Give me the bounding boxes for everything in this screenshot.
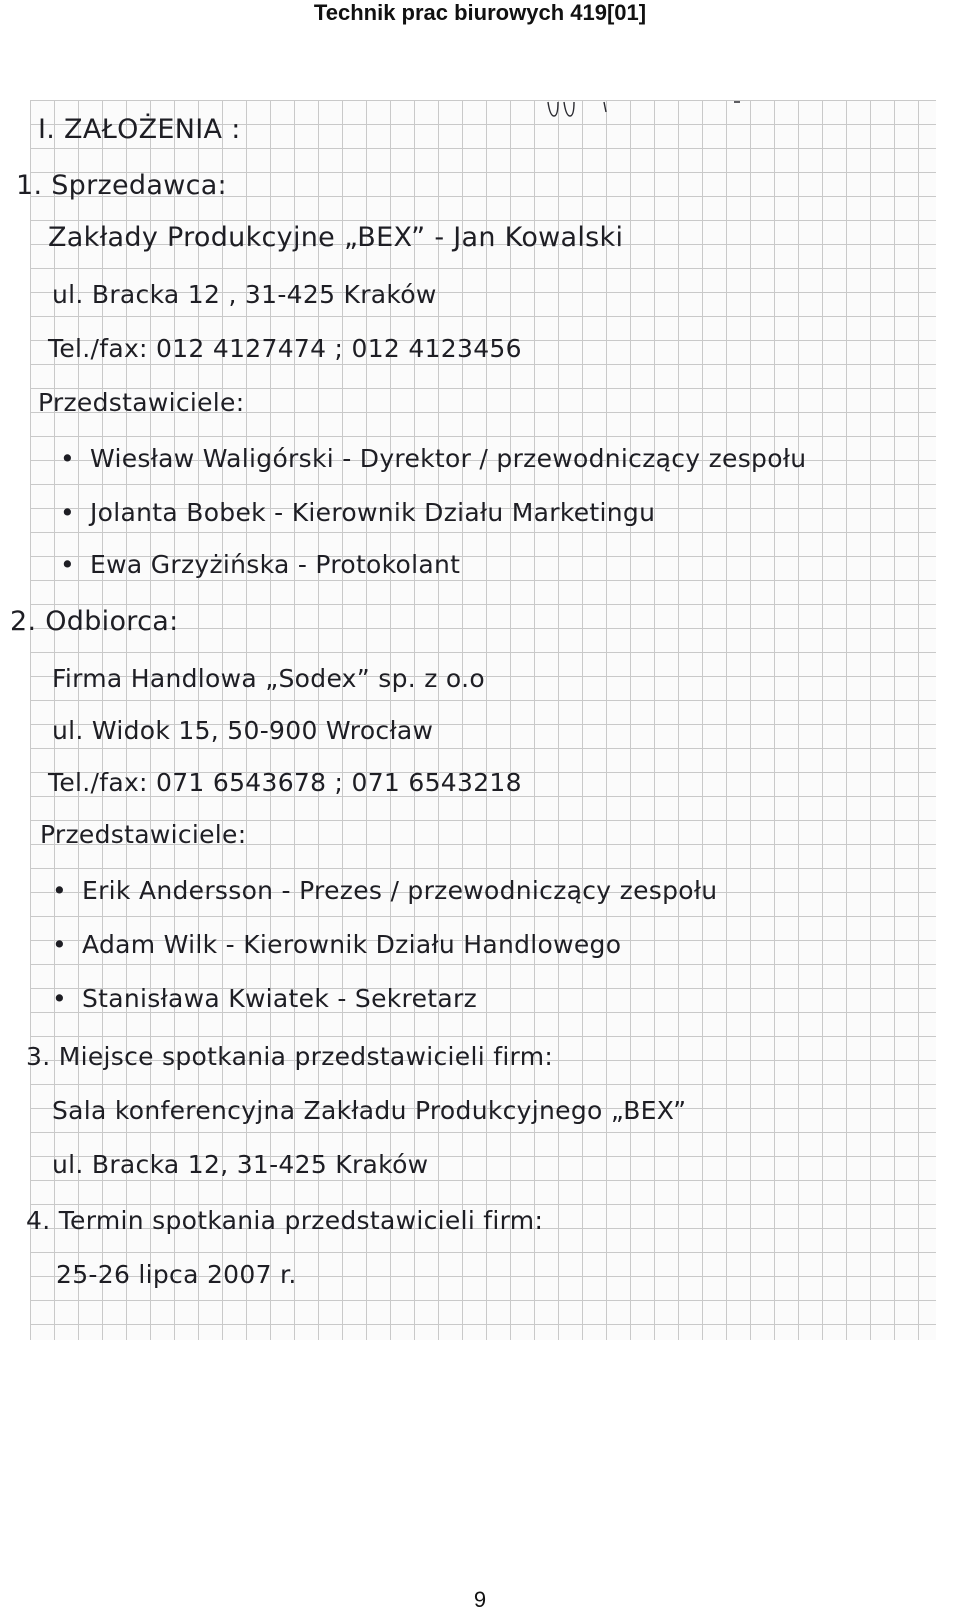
buyer-representative-text: Adam Wilk - Kierownik Działu Handlowego <box>82 930 622 959</box>
buyer-title: 2. Odbiorca: <box>10 606 179 637</box>
buyer-representative-text: Stanisława Kwiatek - Sekretarz <box>82 984 477 1013</box>
bullet-dot: • <box>52 984 68 1013</box>
seller-representative-item <box>60 446 806 471</box>
buyer-representative-text: Erik Andersson - Prezes / przewodniczący zespołu <box>82 876 718 905</box>
venue-address: ul. Bracka 12, 31-425 Kraków <box>52 1150 429 1179</box>
venue-title: 3. Miejsce spotkania przedstawicieli firm: <box>26 1042 554 1071</box>
seller-representative-item <box>60 552 460 577</box>
document-heading: I. ZAŁOŻENIA : <box>38 114 241 145</box>
seller-representative-item <box>60 500 655 525</box>
date-value: 25-26 lipca 2007 r. <box>56 1260 297 1289</box>
buyer-representative-item <box>52 986 477 1011</box>
seller-phone: Tel./fax: 012 4127474 ; 012 4123456 <box>48 334 522 363</box>
seller-company: Zakłady Produkcyjne „BEX” - Jan Kowalski <box>48 222 624 253</box>
venue-place: Sala konferencyjna Zakładu Produkcyjnego „BEX” <box>52 1096 687 1125</box>
seller-representative-text: Wiesław Waligórski - Dyrektor / przewodniczący zespołu <box>90 444 807 473</box>
page-number: 9 <box>473 1587 487 1612</box>
seller-representative-text: Jolanta Bobek - Kierownik Działu Marketingu <box>90 498 656 527</box>
date-title: 4. Termin spotkania przedstawicieli firm: <box>26 1206 544 1235</box>
bullet-dot: • <box>60 550 76 579</box>
seller-representative-text: Ewa Grzyżińska - Protokolant <box>90 550 461 579</box>
bullet-dot: • <box>60 444 76 473</box>
seller-title: 1. Sprzedawca: <box>16 170 227 201</box>
page-header-title: Technik prac biurowych 419[01] <box>313 0 647 25</box>
bullet-dot: • <box>60 498 76 527</box>
handwritten-grid-sheet <box>10 100 936 1340</box>
seller-representatives-title: Przedstawiciele: <box>38 388 245 417</box>
buyer-address: ul. Widok 15, 50-900 Wrocław <box>52 716 434 745</box>
buyer-company: Firma Handlowa „Sodex” sp. z o.o <box>52 664 485 693</box>
buyer-representative-item <box>52 932 621 957</box>
bullet-dot: • <box>52 876 68 905</box>
buyer-representative-item <box>52 878 717 903</box>
seller-address: ul. Bracka 12 , 31-425 Kraków <box>52 280 437 309</box>
buyer-phone: Tel./fax: 071 6543678 ; 071 6543218 <box>48 768 522 797</box>
buyer-representatives-title: Przedstawiciele: <box>40 820 247 849</box>
bullet-dot: • <box>52 930 68 959</box>
